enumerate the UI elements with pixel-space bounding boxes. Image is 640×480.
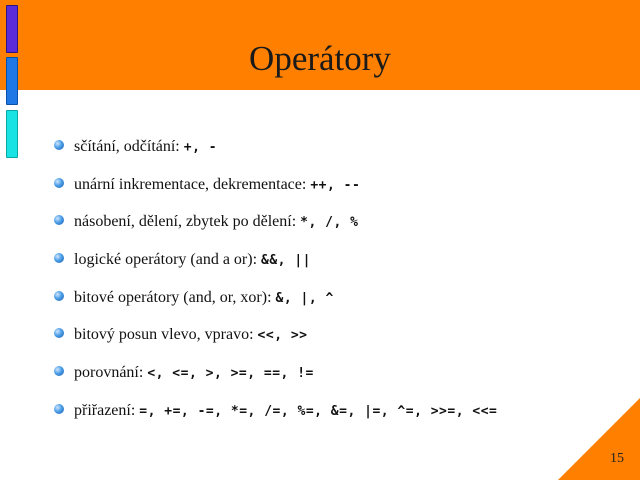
bullet-text: bitový posun vlevo, vpravo:	[74, 326, 258, 344]
bullet-icon	[54, 328, 64, 338]
bullet-icon	[54, 178, 64, 188]
page-number: 15	[610, 451, 624, 466]
bullet-text: porovnání:	[74, 364, 148, 382]
bullet-text: sčítání, odčítání:	[74, 138, 184, 155]
bullet-icon	[54, 404, 64, 414]
bullet-icon	[54, 215, 64, 225]
bullet-item	[52, 175, 632, 213]
bullet-list	[52, 137, 632, 439]
bullet-item	[52, 250, 632, 288]
operator-code: <<, >>	[257, 328, 308, 344]
operator-code: &, |, ^	[275, 290, 334, 306]
operator-code: <, <=, >, >=, ==, !=	[147, 366, 314, 382]
bullet-item	[52, 401, 632, 439]
accent-bar-cyan	[6, 110, 18, 158]
bullet-text: bitové operátory (and, or, xor):	[74, 288, 276, 306]
bullet-icon	[54, 253, 64, 263]
operator-code: ++, --	[310, 177, 361, 193]
bullet-item	[52, 212, 632, 250]
operator-code: +, -	[183, 140, 218, 155]
bullet-item	[52, 325, 632, 363]
bullet-text: unární inkrementace, dekrementace:	[74, 175, 311, 193]
bullet-text: násobení, dělení, zbytek po dělení:	[74, 213, 301, 231]
bullet-text: přiřazení:	[74, 401, 140, 419]
slide-title: Operátory	[249, 39, 391, 78]
bullet-item	[52, 137, 632, 175]
corner-triangle	[558, 398, 640, 480]
operator-code: *, /, %	[300, 215, 359, 231]
bullet-item	[52, 288, 632, 326]
operator-code: &&, ||	[261, 253, 311, 269]
operator-code: =, +=, -=, *=, /=, %=, &=, |=, ^=, >>=, <<=	[139, 403, 498, 419]
bullet-icon	[54, 366, 64, 376]
bullet-item	[52, 363, 632, 401]
bullet-text: logické operátory (and a or):	[74, 251, 262, 269]
bullet-icon	[54, 140, 64, 150]
bullet-icon	[54, 291, 64, 301]
